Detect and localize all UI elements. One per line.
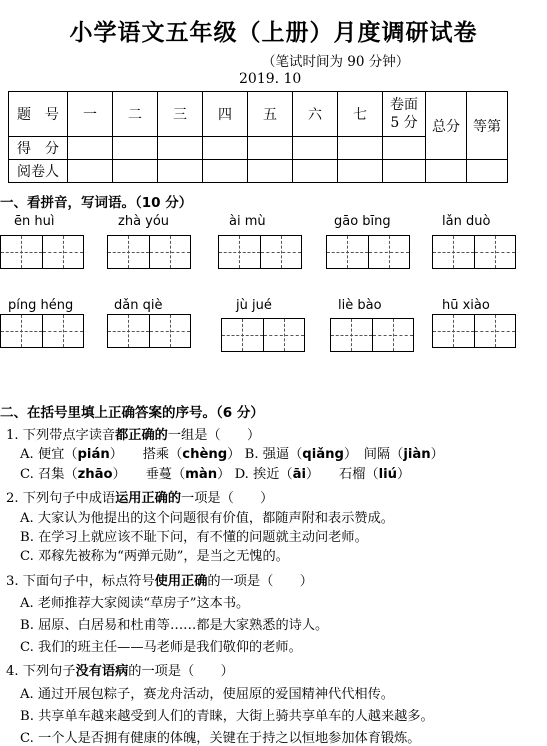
header-q4: 四 bbox=[203, 92, 248, 137]
pinyin-7: dǎn qiè bbox=[114, 298, 163, 313]
q1-options-cd: C. 召集（zhāo） 垂蔓（màn） D. 挨近（āi） 石榴（liú） bbox=[20, 467, 411, 482]
writing-grid-10[interactable] bbox=[432, 314, 516, 348]
writing-grid-8[interactable] bbox=[221, 318, 305, 352]
writing-grid-9[interactable] bbox=[330, 318, 414, 352]
header-q2: 二 bbox=[113, 92, 158, 137]
q4-option-a: A. 通过开展包粽子，赛龙舟活动，使屈原的爱国精神代代相传。 bbox=[20, 687, 394, 702]
writing-grid-3[interactable] bbox=[218, 235, 302, 269]
pinyin-2: zhà yóu bbox=[118, 214, 170, 229]
q2-option-a: A. 大家认为他提出的这个问题很有价值，都随声附和表示赞成。 bbox=[20, 511, 394, 526]
section1-heading: 一、看拼音，写词语。（10 分） bbox=[0, 195, 193, 211]
writing-grid-6[interactable] bbox=[0, 314, 84, 348]
exam-date: 2019. 10 bbox=[239, 71, 302, 87]
section2-heading: 二、在括号里填上正确答案的序号。（6 分） bbox=[0, 405, 264, 421]
q3-option-c: C. 我们的班主任——马老师是我们敬仰的老师。 bbox=[20, 640, 302, 655]
pinyin-3: ài mù bbox=[229, 214, 266, 229]
pinyin-5: lǎn duò bbox=[442, 214, 491, 229]
q3-stem: 3. 下面句子中，标点符号使用正确的一项是（ ） bbox=[6, 574, 313, 589]
q4-option-c: C. 一个人是否拥有健康的体魄，关键在于持之以恒地参加体育锻炼。 bbox=[20, 731, 421, 746]
writing-grid-1[interactable] bbox=[0, 235, 84, 269]
pinyin-9: liè bào bbox=[338, 298, 382, 313]
header-q3: 三 bbox=[158, 92, 203, 137]
q2-option-b: B. 在学习上就应该不耻下问，有不懂的问题就主动问老师。 bbox=[20, 530, 368, 545]
pinyin-6: píng héng bbox=[8, 298, 74, 313]
pinyin-1: ēn huì bbox=[14, 214, 55, 229]
q4-option-b: B. 共享单车越来越受到人们的青睐，大街上骑共享单车的人越来越多。 bbox=[20, 709, 434, 724]
writing-grid-2[interactable] bbox=[107, 235, 191, 269]
pinyin-8: jù jué bbox=[236, 298, 272, 313]
q1-stem: 1. 下列带点字读音都正确的一组是（ ） bbox=[6, 428, 261, 443]
row-grader-label: 阅卷人 bbox=[9, 160, 68, 183]
header-grade: 等第 bbox=[467, 92, 508, 160]
q4-stem: 4. 下列句子没有语病的一项是（ ） bbox=[6, 664, 234, 679]
header-total: 总分 bbox=[426, 92, 467, 160]
header-q5: 五 bbox=[248, 92, 293, 137]
score-table bbox=[8, 91, 508, 183]
header-question-no: 题 号 bbox=[9, 92, 68, 137]
q2-stem: 2. 下列句子中成语运用正确的一项是（ ） bbox=[6, 491, 274, 506]
header-neatness: 卷面 5 分 bbox=[383, 92, 426, 137]
q2-option-c: C. 邓稼先被称为“两弹元勋”，是当之无愧的。 bbox=[20, 549, 289, 564]
pinyin-4: gāo bīng bbox=[334, 214, 391, 229]
writing-grid-5[interactable] bbox=[432, 235, 516, 269]
row-score-label: 得 分 bbox=[9, 137, 68, 160]
q3-option-b: B. 屈原、白居易和杜甫等……都是大家熟悉的诗人。 bbox=[20, 618, 329, 633]
writing-grid-7[interactable] bbox=[107, 314, 191, 348]
header-q6: 六 bbox=[293, 92, 338, 137]
q1-options-ab: A. 便宜（pián） 搭乘（chèng） B. 强逼（qiǎng） 间隔（jiàn） bbox=[20, 447, 444, 462]
header-q1: 一 bbox=[68, 92, 113, 137]
exam-subtitle: （笔试时间为 90 分钟） bbox=[262, 54, 410, 70]
writing-grid-4[interactable] bbox=[326, 235, 410, 269]
pinyin-10: hū xiào bbox=[442, 298, 490, 313]
header-q7: 七 bbox=[338, 92, 383, 137]
q3-option-a: A. 老师推荐大家阅读“草房子”这本书。 bbox=[20, 596, 250, 611]
exam-title: 小学语文五年级（上册）月度调研试卷 bbox=[69, 20, 478, 46]
